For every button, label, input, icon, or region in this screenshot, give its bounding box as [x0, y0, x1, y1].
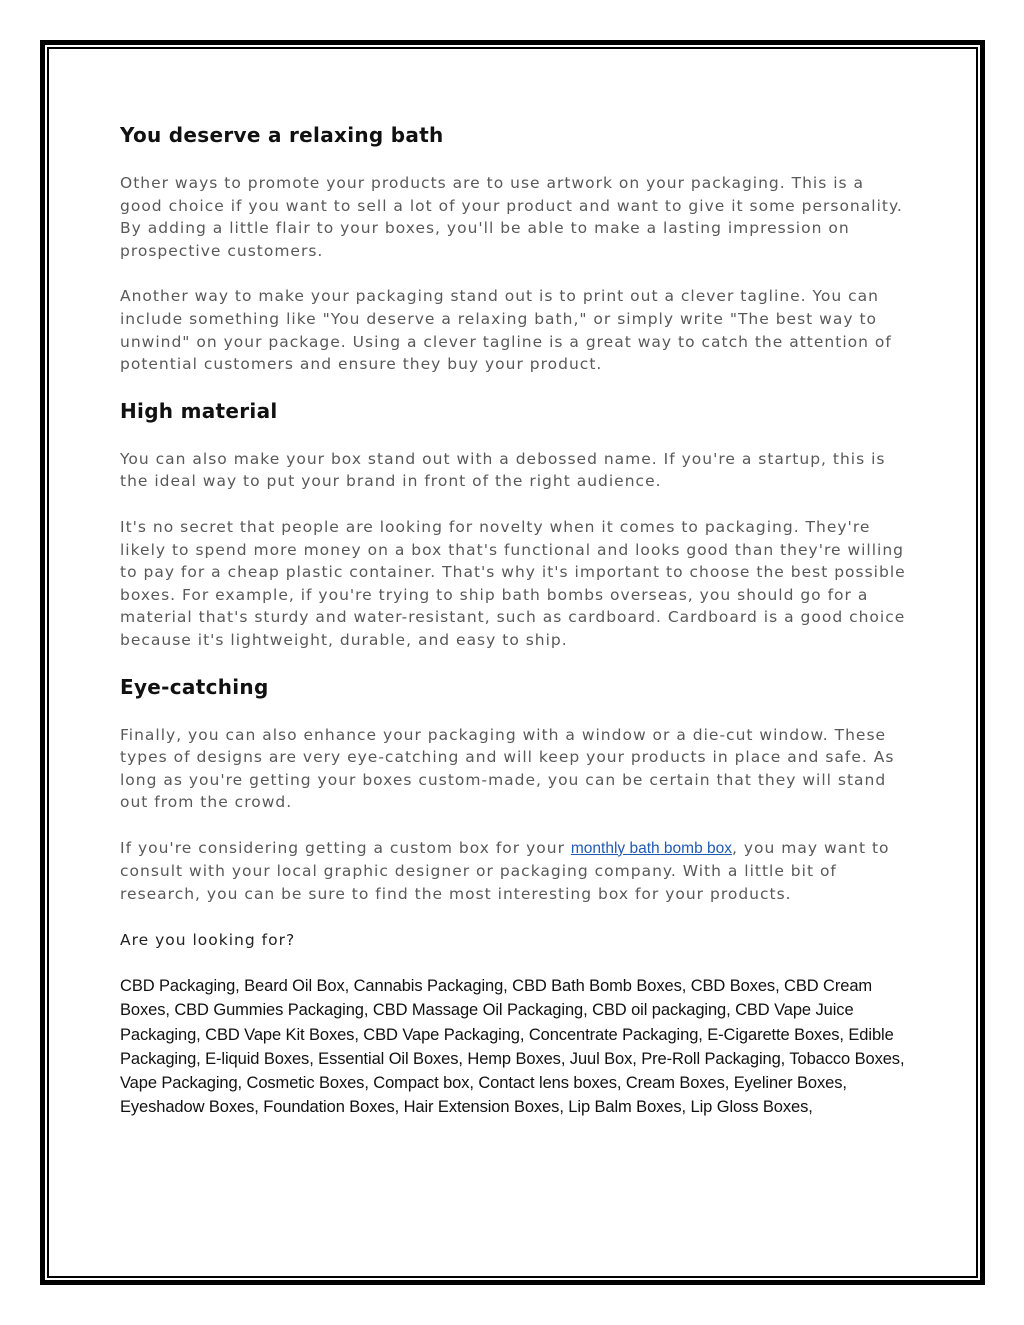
monthly-bath-bomb-box-link[interactable]: monthly bath bomb box [570, 839, 732, 857]
section-heading-eye-catching: Eye-catching [120, 674, 269, 699]
paragraph-window: Finally, you can also enhance your packaging with a window or a die-cut window. These types of designs are very eye-catching and will keep your products in place and safe. As long as you're getting your boxes custom-made, you can be certain that they will stand out from the crowd. [120, 725, 895, 812]
product-tags-list: CBD Packaging, Beard Oil Box, Cannabis Packaging, CBD Bath Bomb Boxes, CBD Boxes, CBD Cream Boxes, CBD Gummies Packaging, CBD Massage Oil Packaging, CBD oil packaging, CBD Vape Juice Packaging, CBD Vape Kit Boxes, CBD Vape Packaging, Concentrate Packaging, E-Cigarette Boxes, Edible Packaging, E-liquid Boxes, Essential Oil Boxes, Hemp Boxes, Juul Box, Pre-Roll Packaging, Tobacco Boxes, Vape Packaging, Cosmetic Boxes, Compact box, Contact lens boxes, Cream Boxes, Eyeliner Boxes, Eyeshadow Boxes, Foundation Boxes, Hair Extension Boxes, Lip Balm Boxes, Lip Gloss Boxes, [120, 977, 905, 1117]
section-heading-high-material: High material [120, 398, 278, 423]
section-heading-relaxing-bath: You deserve a relaxing bath [120, 123, 444, 147]
document-content [120, 118, 910, 1119]
paragraph-debossed: You can also make your box stand out with a debossed name. If you're a startup, this is the ideal way to put your brand in front of the right audience. [120, 449, 886, 491]
paragraph-tagline: Another way to make your packaging stand out is to print out a clever tagline. You can include something like "You deserve a relaxing bath," or simply write "The best way to unwind" on your package. Using a clever tagline is a great way to catch the attention of potential customers and ensure they buy your product. [120, 287, 892, 374]
paragraph-custom-box [120, 837, 910, 906]
looking-for-question: Are you looking for? [120, 930, 296, 949]
paragraph-artwork: Other ways to promote your products are to use artwork on your packaging. This is a good choice if you want to sell a lot of your product and want to give it some personality. By adding a little flair to your boxes, you'll be able to make a lasting impression on prospective customers. [120, 174, 903, 260]
custom-box-text-after: , you may want to consult with your local graphic designer or packaging company. With a little bit of research, you can be sure to find the most interesting box for your products. [120, 838, 890, 904]
paragraph-novelty: It's no secret that people are looking for novelty when it comes to packaging. They're likely to spend more money on a box that's functional and looks good than they're willing to pay for a cheap plastic container. That's why it's important to choose the best possible boxes. For example, if you're trying to ship bath bombs overseas, you should go for a material that's sturdy and water-resistant, such as cardboard. Cardboard is a good choice because it's lightweight, durable, and easy to ship. [120, 517, 906, 649]
custom-box-text-before: If you're considering getting a custom box for your [120, 838, 571, 857]
